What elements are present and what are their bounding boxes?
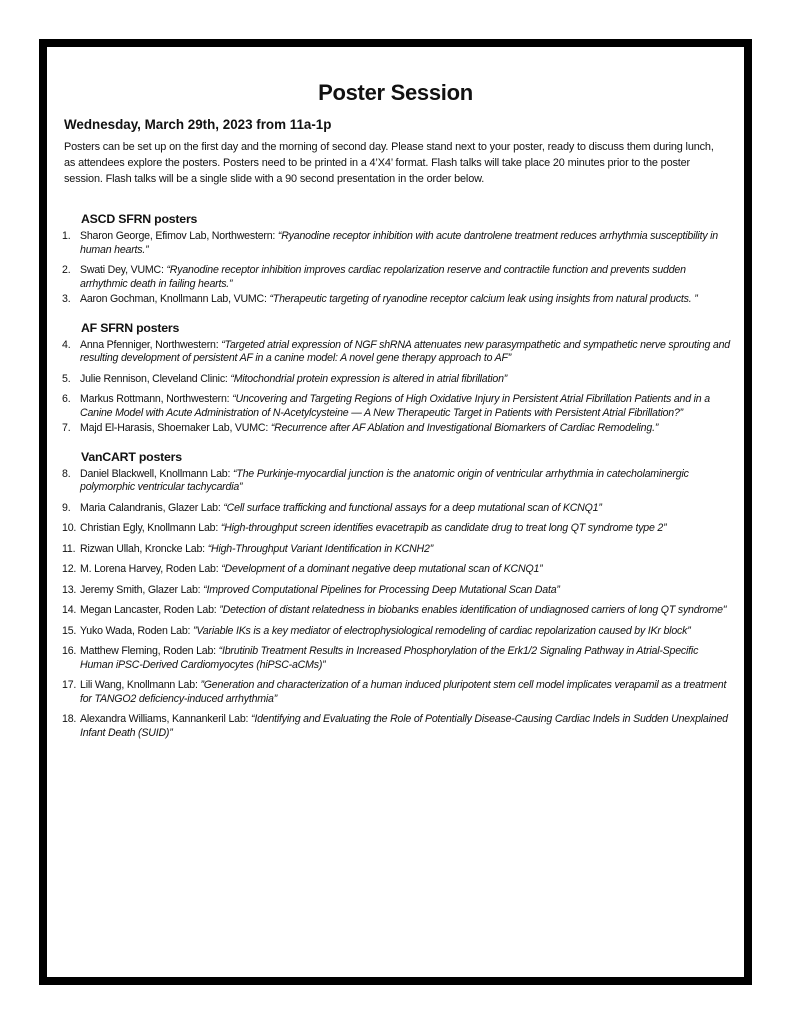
item-number: 14. <box>62 604 77 616</box>
presenter: Majd El-Harasis, Shoemaker Lab, VUMC: <box>80 422 271 434</box>
poster-item <box>62 468 732 495</box>
item-number: 18. <box>62 713 77 725</box>
section-heading: AF SFRN posters <box>81 320 180 335</box>
item-number: 4. <box>62 338 71 351</box>
poster-item <box>62 584 732 598</box>
item-number: 13. <box>62 583 77 596</box>
presenter: M. Lorena Harvey, Roden Lab: <box>80 563 222 575</box>
poster-title: “Identifying and Evaluating the Role of Potentially Disease-Causing Cardiac Indels in Sudden Unexplained Infant Death (SUID)” <box>80 713 728 739</box>
poster-item <box>62 422 732 436</box>
poster-item <box>62 293 732 307</box>
poster-title: “Development of a dominant negative deep mutational scan of KCNQ1” <box>221 563 543 575</box>
poster-item <box>62 522 732 536</box>
presenter: Lili Wang, Knollmann Lab: <box>80 679 201 691</box>
poster-item <box>62 339 732 366</box>
poster-title: “Ryanodine receptor inhibition improves cardiac repolarization reserve and contractile function and prevents sudden arrhythmic death in failing hearts.” <box>80 264 686 290</box>
poster-title: “Mitochondrial protein expression is altered in atrial fibrillation” <box>230 372 508 385</box>
poster-item <box>62 713 732 740</box>
poster-title: “High-Throughput Variant Identification in KCNH2” <box>207 542 434 555</box>
poster-title: “High-throughput screen identifies evacetrapib as candidate drug to treat long QT syndrome type 2” <box>220 522 667 534</box>
poster-item <box>62 264 732 291</box>
poster-title: “Cell surface trafficking and functional assays for a deep mutational scan of KCNQ1” <box>223 501 602 514</box>
poster-item <box>62 604 732 618</box>
poster-title: “The Purkinje-myocardial junction is the anatomic origin of ventricular arrhythmia in catecholaminergic polymorphic ventricular tachycardia” <box>80 467 689 493</box>
section-af-sfrn <box>62 321 732 436</box>
poster-title: ”Generation and characterization of a human induced pluripotent stem cell model implicates verapamil as a treatment for TANGO2 deficiency-induced arrhythmia” <box>80 679 727 705</box>
poster-title: “Ryanodine receptor inhibition with acute dantrolene treatment reduces arrhythmia susceptibility in human hearts.” <box>80 230 718 256</box>
item-number: 16. <box>62 645 77 657</box>
poster-title: “Therapeutic targeting of ryanodine receptor calcium leak using insights from natural products. ” <box>269 293 698 305</box>
presenter: Jeremy Smith, Glazer Lab: <box>80 583 204 596</box>
poster-item <box>62 373 732 387</box>
presenter: Yuko Wada, Roden Lab: <box>80 624 193 637</box>
intro-paragraph: Posters can be set up on the first day and the morning of second day. Please stand next to your poster, ready to discuss them during lunch, as attendees explore the posters. Posters need to be printed in a 4’X4’ format. Flash talks will take place 20 minutes prior to the poster session. Flash talks will be a single slide with a 90 second presentation in the order below. <box>64 141 714 185</box>
poster-item <box>62 645 732 672</box>
poster-item <box>62 679 732 706</box>
poster-title: ”Detection of distant relatedness in biobanks enables identification of undiagnosed carriers of long QT syndrome" <box>219 604 727 616</box>
poster-item <box>62 625 732 639</box>
presenter: Aaron Gochman, Knollmann Lab, VUMC: <box>80 293 270 305</box>
poster-item <box>62 543 732 557</box>
presenter: Megan Lancaster, Roden Lab: <box>80 604 220 616</box>
poster-item <box>62 393 732 420</box>
poster-title: “Ibrutinib Treatment Results in Increased Phosphorylation of the Erk1/2 Signaling Pathway in Atrial-Specific Human iPSC-Derived Cardiomyocytes (hiPSC-aCMs)” <box>80 645 699 671</box>
presenter: Christian Egly, Knollmann Lab: <box>80 522 221 534</box>
section-heading: VanCART posters <box>81 449 182 464</box>
poster-title: ”Variable IKs is a key mediator of electrophysiological remodeling of cardiac repolarization caused by IKr block” <box>193 624 691 637</box>
item-number: 5. <box>62 372 71 385</box>
item-number: 6. <box>62 393 71 405</box>
poster-item <box>62 563 732 577</box>
presenter: Alexandra Williams, Kannankeril Lab: <box>80 713 252 725</box>
presenter: Daniel Blackwell, Knollmann Lab: <box>80 467 233 480</box>
section-vancart <box>62 450 732 741</box>
item-number: 1. <box>62 230 71 242</box>
section-heading: ASCD SFRN posters <box>81 212 198 226</box>
poster-item <box>62 230 732 257</box>
poster-title: “Uncovering and Targeting Regions of High Oxidative Injury in Persistent Atrial Fibrillation Patients and in a Canine Model with Acute Administration of N-Acetylcysteine — A New Therapeutic Target in Patients with Persistent Atrial Fibrillation?” <box>80 393 710 419</box>
item-number: 7. <box>62 422 71 434</box>
presenter: Markus Rottmann, Northwestern: <box>80 393 233 405</box>
page-title: Poster Session <box>318 80 473 105</box>
section-ascd-sfrn <box>62 212 732 307</box>
item-number: 10. <box>62 522 77 534</box>
poster-item <box>62 502 732 516</box>
item-number: 8. <box>62 467 71 480</box>
item-number: 9. <box>62 501 71 514</box>
poster-title: “Targeted atrial expression of NGF shRNA attenuates new parasympathetic and sympathetic nerve sprouting and resulting development of persistent AF in a canine model: A novel gene therapy approach to AF” <box>80 338 731 364</box>
item-number: 17. <box>62 679 77 691</box>
item-number: 15. <box>62 624 77 637</box>
item-number: 3. <box>62 293 71 305</box>
presenter: Julie Rennison, Cleveland Clinic: <box>80 372 231 385</box>
presenter: Anna Pfenniger, Northwestern: <box>80 338 222 351</box>
presenter: Sharon George, Efimov Lab, Northwestern: <box>80 230 278 242</box>
item-number: 2. <box>62 264 71 276</box>
presenter: Maria Calandranis, Glazer Lab: <box>80 501 224 514</box>
presenter: Rizwan Ullah, Kroncke Lab: <box>80 542 208 555</box>
item-number: 11. <box>62 542 76 555</box>
item-number: 12. <box>62 563 77 575</box>
poster-title: “Recurrence after AF Ablation and Investigational Biomarkers of Cardiac Remodeling.” <box>270 422 659 434</box>
poster-list <box>62 212 732 747</box>
poster-title: “Improved Computational Pipelines for Processing Deep Mutational Scan Data” <box>203 583 560 596</box>
presenter: Matthew Fleming, Roden Lab: <box>80 645 219 657</box>
presenter: Swati Dey, VUMC: <box>80 264 167 276</box>
session-date: Wednesday, March 29th, 2023 from 11a-1p <box>64 117 332 132</box>
